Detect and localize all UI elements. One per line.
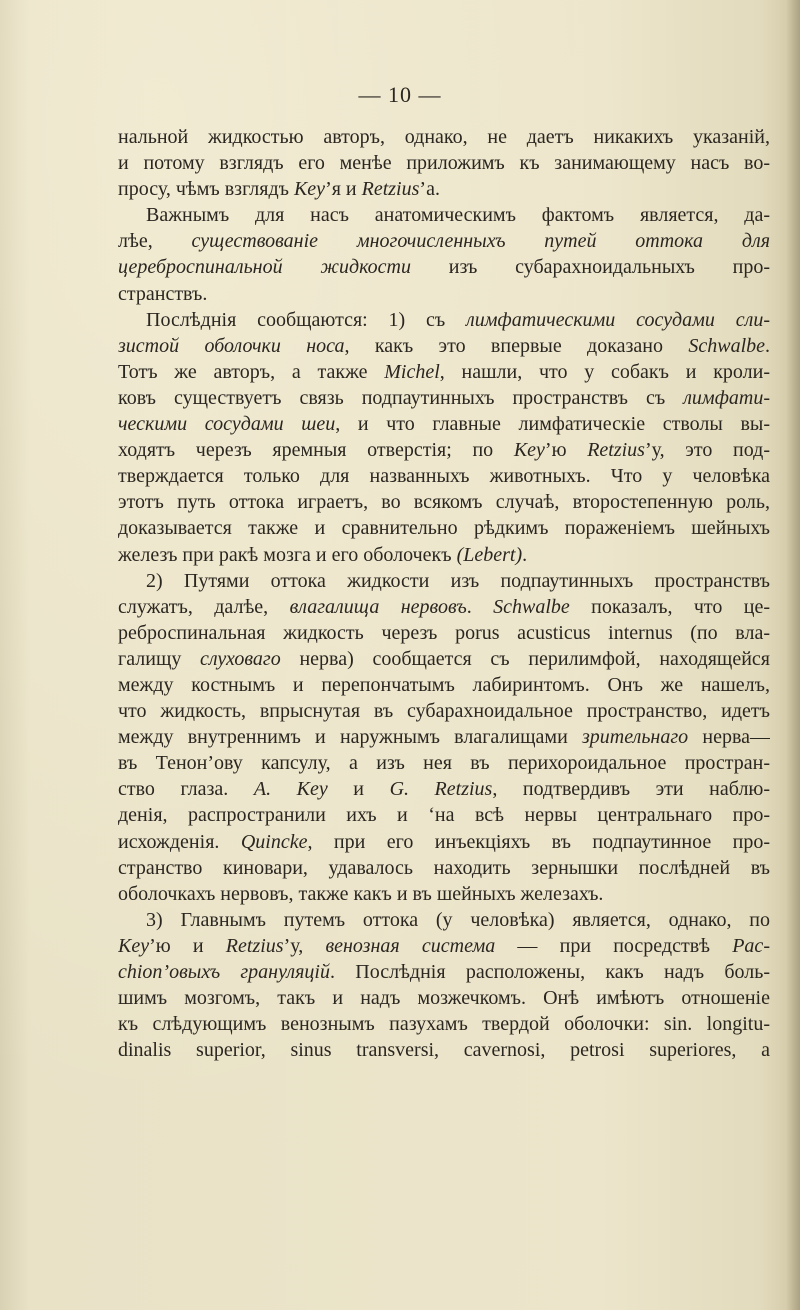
text-segment: . Послѣднія расположены, какъ надъ боль- — [330, 961, 770, 983]
text-segment: 3) Главнымъ путемъ оттока (у человѣка) является, однако, по — [146, 908, 770, 931]
text-segment: тверждается только для названныхъ животныхъ. Что у человѣка — [118, 465, 770, 488]
text-line — [118, 646, 770, 672]
text-segment: ’у, — [283, 934, 326, 957]
text-line — [118, 672, 770, 698]
text-segment: ’ю — [544, 439, 588, 462]
text-line — [118, 620, 770, 646]
text-line — [118, 802, 770, 828]
italic-segment: влагалища нервовъ — [289, 595, 467, 618]
text-line — [118, 333, 770, 359]
text-line — [118, 515, 770, 541]
italic-segment: Quincke — [240, 830, 308, 853]
italic-segment: Schwalbe — [493, 595, 570, 618]
text-segment: шимъ мозгомъ, такъ и надъ мозжечкомъ. Онѣ имѣютъ отношеніе — [118, 987, 770, 1010]
text-line — [118, 1037, 770, 1063]
italic-segment: существованіе многочисленныхъ путей оттока для — [191, 230, 770, 253]
text-segment: денія, распространили ихъ и ‘на всѣ нервы центральнаго про- — [118, 804, 770, 827]
text-line — [118, 959, 770, 985]
text-line — [118, 176, 770, 202]
text-segment: изъ субарахноидальныхъ про- — [411, 256, 770, 279]
italic-segment: зистой оболочки носа — [118, 334, 345, 357]
text-line — [118, 594, 770, 620]
text-segment: , подтвердивъ эти наблю- — [492, 778, 770, 801]
text-segment: исхожденія. — [118, 830, 241, 853]
text-segment: , какъ это впервые доказано — [344, 334, 689, 357]
text-segment: Важнымъ для насъ анатомическимъ фактомъ является, да- — [146, 204, 770, 227]
text-line — [118, 124, 770, 150]
italic-segment: Key — [513, 439, 545, 462]
text-segment: dinalis superior, sinus transversi, cavernosi, petrosi superiores, а — [118, 1039, 770, 1062]
italic-segment: Retzius — [225, 934, 284, 957]
text-line — [118, 855, 770, 881]
italic-segment: лимфатическими сосудами сли- — [466, 308, 770, 331]
text-segment: — при посредствѣ — [495, 934, 733, 957]
body-text — [118, 124, 770, 1063]
text-segment: Послѣднія сообщаются: 1) съ — [146, 308, 467, 331]
text-line — [118, 776, 770, 802]
text-segment: и потому взглядъ его менѣе приложимъ къ занимающему насъ во- — [118, 152, 770, 175]
text-segment: въ Тенон’ову капсулу, а изъ нея въ перихороидальное простран- — [118, 752, 770, 775]
text-line — [118, 829, 770, 855]
text-segment: между внутреннимъ и наружнымъ влагалищами — [118, 726, 582, 749]
italic-segment: Key — [118, 934, 150, 957]
text-line — [118, 307, 770, 333]
text-segment: реброспинальная жидкость черезъ porus acusticus internus (по вла- — [118, 621, 770, 644]
text-segment: ’у, это под- — [644, 439, 770, 462]
italic-segment: Michel — [384, 360, 440, 383]
text-line — [118, 385, 770, 411]
italic-segment: лимфати- — [683, 386, 770, 409]
italic-segment: (Lebert) — [456, 543, 523, 566]
text-segment: Тотъ же авторъ, а также — [118, 360, 385, 383]
text-segment: нерва— — [688, 726, 770, 749]
text-segment: показалъ, что це- — [569, 595, 770, 618]
text-segment: ’ю и — [149, 934, 226, 957]
text-line — [118, 463, 770, 489]
text-line — [118, 150, 770, 176]
italic-segment: chion’овыхъ грануляцій — [118, 961, 330, 983]
text-segment: , при его инъекціяхъ въ подпаутинное про- — [307, 830, 770, 853]
text-line — [118, 411, 770, 437]
text-segment: ство глаза. — [118, 778, 254, 801]
text-segment: и — [327, 778, 390, 801]
text-line — [118, 933, 770, 959]
text-segment: ’а. — [419, 178, 440, 201]
text-segment: оболочкахъ нервовъ, также какъ и въ шейныхъ железахъ. — [118, 882, 604, 905]
text-segment: , нашли, что у собакъ и кроли- — [439, 360, 770, 383]
text-segment: . — [466, 595, 494, 618]
text-line — [118, 359, 770, 385]
italic-segment: Schwalbe — [688, 334, 766, 357]
italic-segment: ческими сосудами шеи — [118, 413, 336, 436]
text-segment: 2) Путями оттока жидкости изъ подпаутинныхъ пространствъ — [146, 569, 770, 592]
italic-segment: зрительнаго — [581, 726, 689, 749]
text-line — [118, 724, 770, 750]
italic-segment: Retzius — [587, 439, 645, 462]
text-segment: странство киновари, удавалось находить зернышки послѣдней въ — [118, 856, 770, 879]
italic-segment: цереброспинальной жидкости — [118, 256, 411, 279]
text-line — [118, 489, 770, 515]
text-line — [118, 698, 770, 724]
italic-segment: G. Retzius — [389, 778, 493, 801]
text-segment: къ слѣдующимъ венознымъ пазухамъ твердой оболочки: sin. longitu- — [118, 1013, 770, 1036]
text-segment: доказывается также и сравнительно рѣдкимъ пораженіемъ шейныхъ — [118, 517, 770, 540]
text-segment: галищу — [118, 647, 201, 670]
text-segment: этотъ путь оттока играетъ, во всякомъ случаѣ, второстепенную роль, — [118, 491, 770, 514]
page-number: — 10 — — [358, 82, 442, 107]
text-segment: . — [765, 334, 770, 357]
text-line — [118, 228, 770, 254]
italic-segment: слуховаго — [200, 647, 281, 670]
text-line — [118, 1011, 770, 1037]
text-segment: ’я и — [325, 178, 362, 201]
text-line — [118, 907, 770, 933]
text-line — [118, 254, 770, 280]
italic-segment: Key — [293, 178, 326, 201]
text-line — [118, 750, 770, 776]
text-segment: . — [522, 543, 528, 566]
text-segment: лѣе, — [118, 230, 192, 253]
text-line — [118, 281, 770, 307]
text-segment: нальной жидкостью авторъ, однако, не даетъ никакихъ указаній, — [118, 126, 770, 148]
text-segment: служатъ, далѣе, — [118, 595, 290, 618]
text-segment: нерва) сообщается съ перилимфой, находящейся — [280, 647, 770, 670]
text-line — [118, 437, 770, 463]
text-line — [118, 202, 770, 228]
text-line — [118, 568, 770, 594]
italic-segment: A. Key — [253, 778, 328, 801]
text-segment: что жидкость, впрыснутая въ субарахноидальное пространство, идетъ — [118, 700, 770, 723]
text-segment: ковъ существуетъ связь подпаутинныхъ пространствъ съ — [118, 386, 684, 409]
text-line — [118, 881, 770, 907]
text-line — [118, 985, 770, 1011]
text-segment: железъ при ракѣ мозга и его оболочекъ — [118, 543, 457, 566]
text-segment: между костнымъ и перепончатымъ лабиринтомъ. Онъ же нашелъ, — [118, 673, 770, 696]
text-line — [118, 542, 770, 568]
italic-segment: Pac- — [732, 934, 770, 957]
text-segment: ходятъ черезъ яремныя отверстія; по — [118, 439, 514, 462]
italic-segment: венозная система — [325, 934, 496, 957]
text-segment: , и что главные лимфатическіе стволы вы- — [335, 413, 770, 436]
page-edge-shadow — [786, 0, 800, 1310]
italic-segment: Retzius — [361, 178, 420, 201]
text-segment: странствъ. — [118, 282, 208, 305]
text-segment: просу, чѣмъ взглядъ — [118, 178, 294, 201]
